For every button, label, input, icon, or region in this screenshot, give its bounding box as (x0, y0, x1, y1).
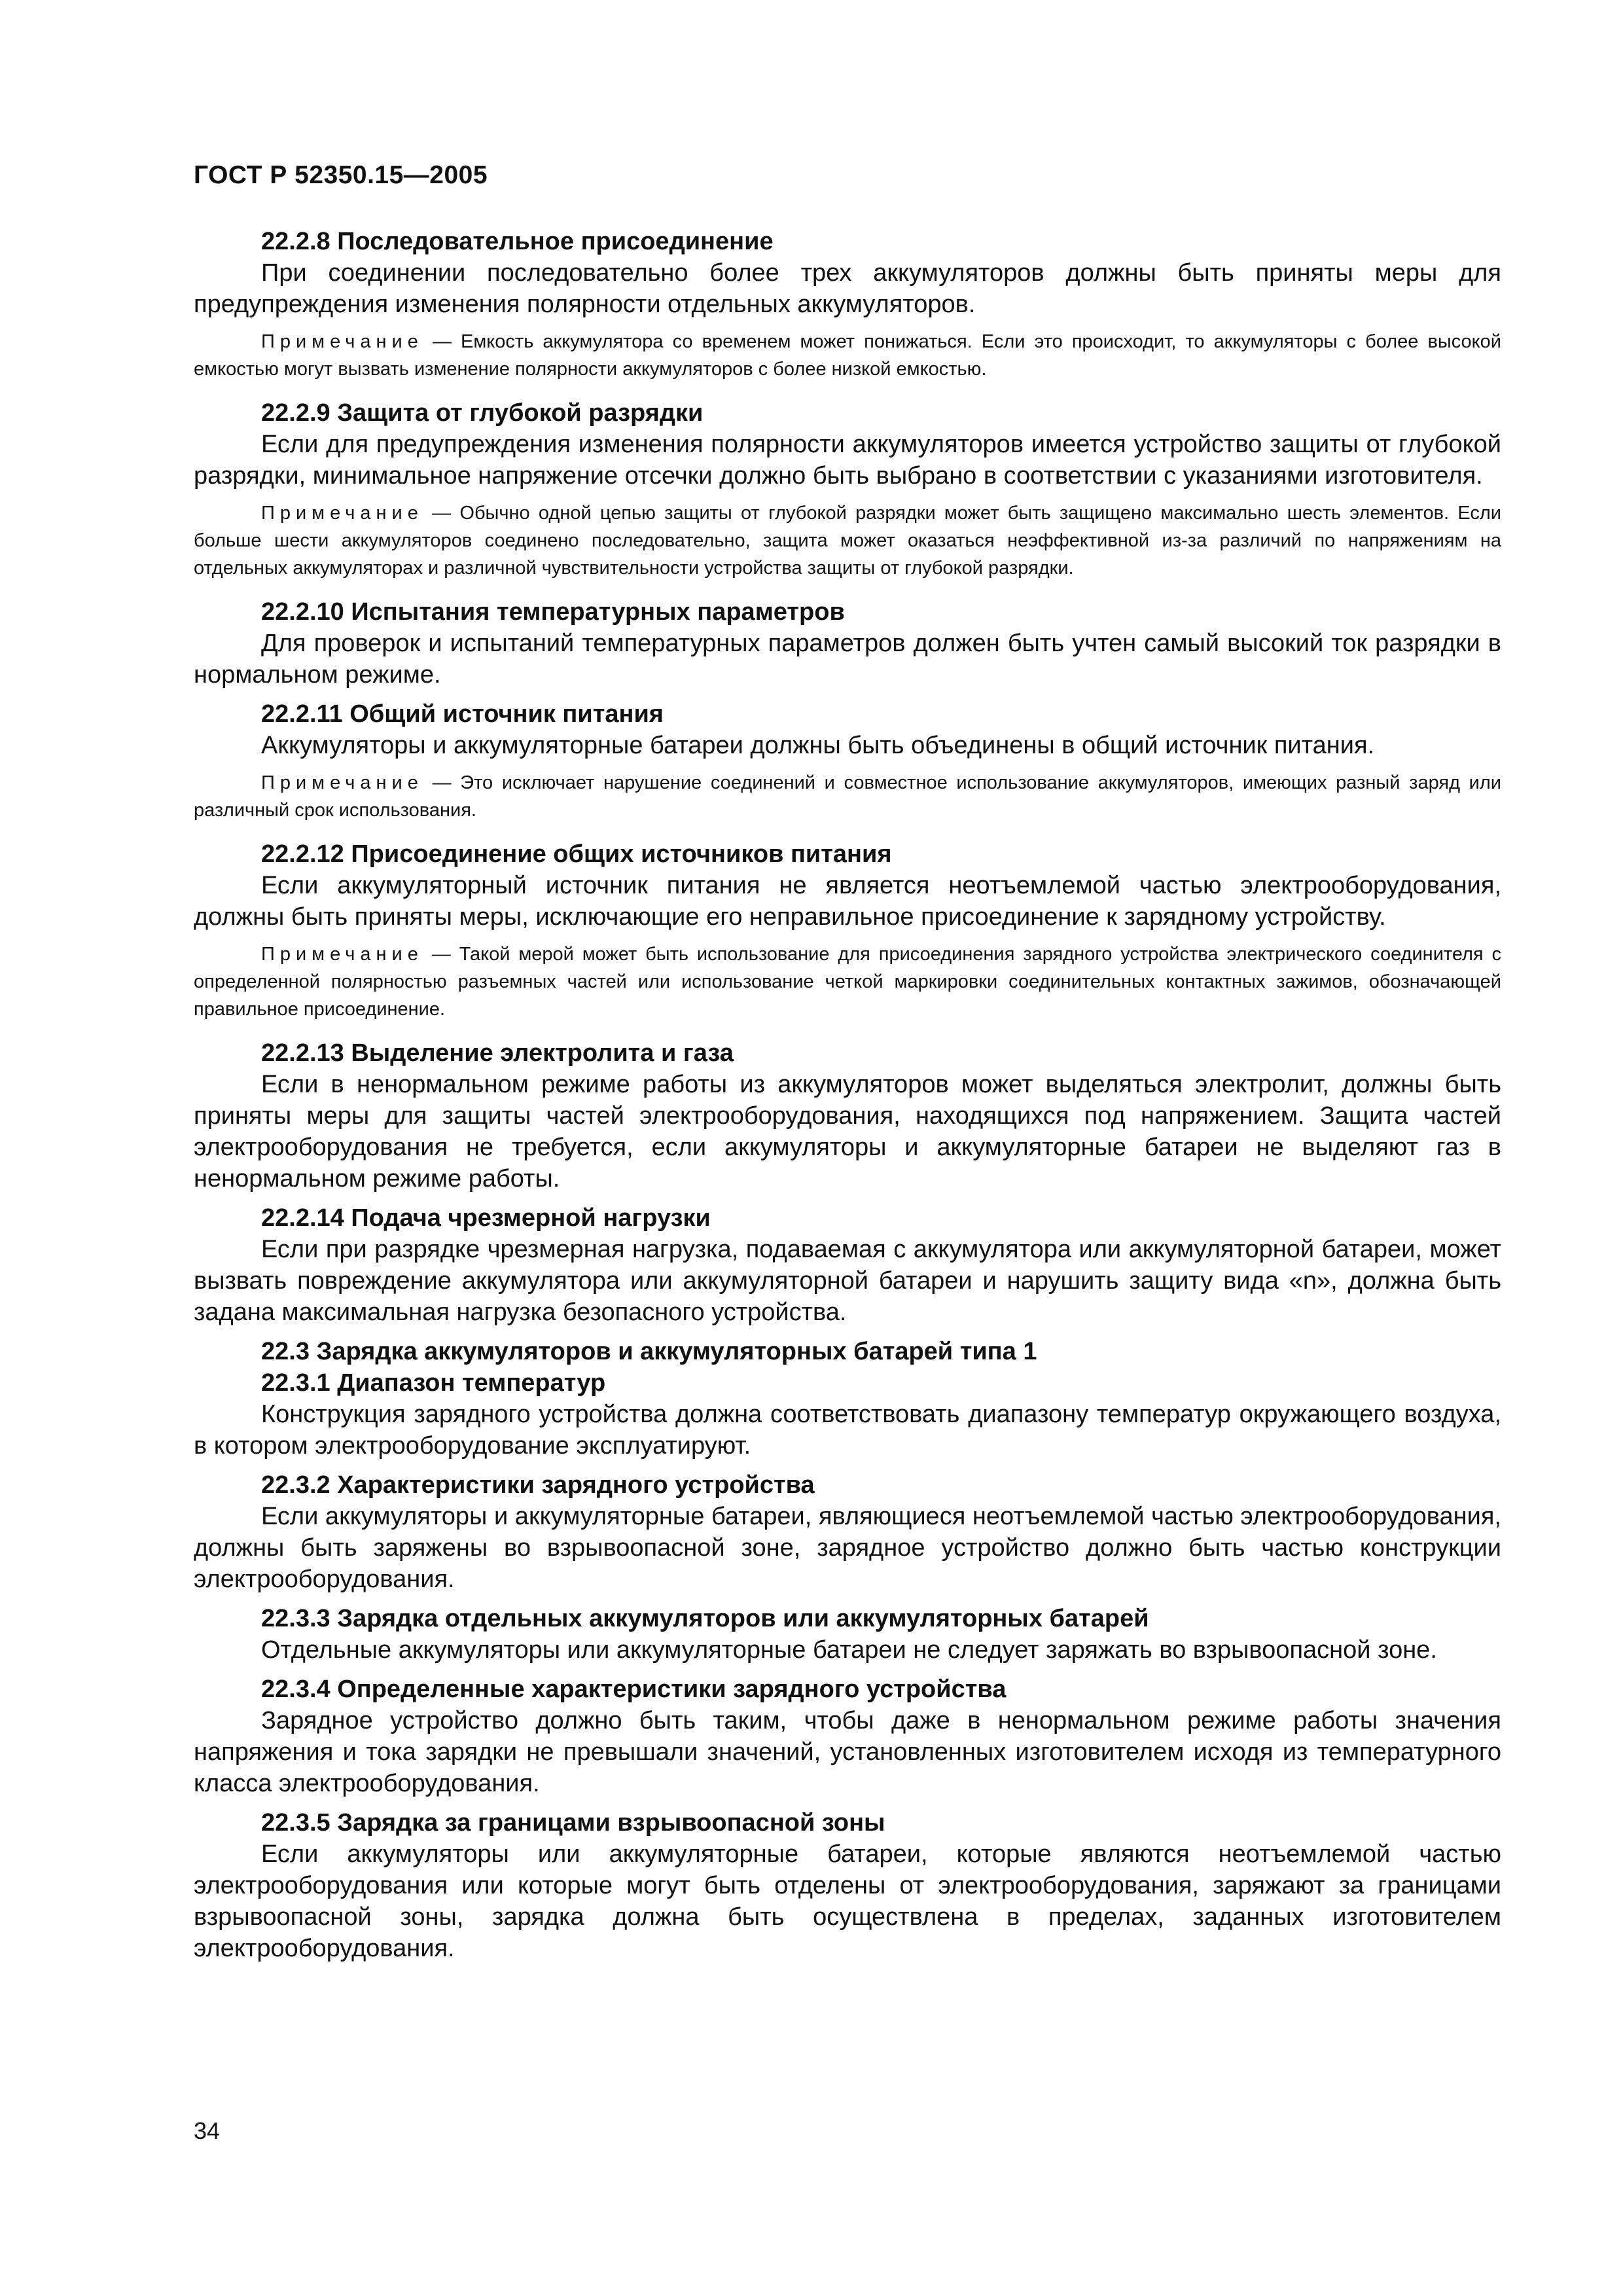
section-paragraph: При соединении последовательно более трех аккумуляторов должны быть приняты меры для предупреждения изменения полярности отдельных аккумуляторов. (194, 259, 1501, 318)
note-label: Примечание (261, 772, 423, 793)
section-heading: 22.2.8 Последовательное присоединение (261, 228, 774, 255)
section-heading: 22.2.11 Общий источник питания (261, 700, 664, 728)
note-text: — Это исключает нарушение соединений и совместное использование аккумуляторов, имеющих разный заряд или различный срок использования. (194, 772, 1502, 821)
section-paragraph: Для проверок и испытаний температурных параметров должен быть учтен самый высокий ток разрядки в нормальном режиме. (194, 630, 1501, 689)
section-paragraph: Если аккумуляторы и аккумуляторные батареи, являющиеся неотъемлемой частью электрооборудования, должны быть заряжены во взрывоопасной зоне, зарядное устройство должно быть частью конструкции электрооборудования. (194, 1503, 1501, 1593)
section-paragraph: Если при разрядке чрезмерная нагрузка, подаваемая с аккумулятора или аккумуляторной батареи, может вызвать повреждение аккумулятора или аккумуляторной батареи и нарушить защиту вида «n», должна быть задана максимальная нагрузка безопасного устройства. (194, 1236, 1501, 1326)
note-paragraph (194, 769, 1501, 824)
section-heading: 22.3.4 Определенные характеристики зарядного устройства (261, 1676, 1007, 1703)
section-heading: 22.3.5 Зарядка за границами взрывоопасной зоны (261, 1809, 885, 1837)
note-paragraph (194, 328, 1501, 383)
section-heading: 22.2.12 Присоединение общих источников питания (261, 840, 892, 868)
section-paragraph: Зарядное устройство должно быть таким, чтобы даже в ненормальном режиме работы значения напряжения и тока зарядки не превышали значений, установленных изготовителем исходя из температурного класса электрооборудования. (194, 1707, 1501, 1797)
section-heading: 22.2.14 Подача чрезмерной нагрузки (261, 1204, 711, 1232)
note-text: — Емкость аккумулятора со временем может понижаться. Если это происходит, то аккумуляторы с более высокой емкостью могут вызвать изменение полярности аккумуляторов с более низкой емкостью. (194, 331, 1501, 380)
section-heading: 22.3.2 Характеристики зарядного устройства (261, 1471, 815, 1499)
section-heading: 22.2.10 Испытания температурных параметров (261, 598, 845, 626)
note-label: Примечание (261, 503, 423, 524)
note-label: Примечание (261, 944, 423, 965)
section-paragraph: Конструкция зарядного устройства должна соответствовать диапазону температур окружающего воздуха, в котором электрооборудование эксплуатируют. (194, 1401, 1501, 1460)
section-paragraph: Если аккумуляторный источник питания не является неотъемлемой частью электрооборудования, должны быть приняты меры, исключающие его неправильное присоединение к зарядному устройству. (194, 872, 1501, 931)
note-paragraph (194, 941, 1501, 1023)
section-heading: 22.3.1 Диапазон температур (261, 1369, 606, 1397)
document-header: ГОСТ Р 52350.15—2005 (194, 161, 488, 189)
section-paragraph: Отдельные аккумуляторы или аккумуляторные батареи не следует заряжать во взрывоопасной зоне. (261, 1636, 1437, 1664)
section-heading: 22.3.3 Зарядка отдельных аккумуляторов или аккумуляторных батарей (261, 1605, 1149, 1632)
note-paragraph (194, 499, 1501, 582)
section-heading: 22.2.13 Выделение электролита и газа (261, 1039, 734, 1067)
section-heading: 22.2.9 Защита от глубокой разрядки (261, 399, 704, 427)
document-body (194, 226, 1501, 1972)
note-text: — Такой мерой может быть использование для присоединения зарядного устройства электрического соединителя с определенной полярностью разъемных частей или использование четкой маркировки соединительных контактных зажимов, обозначающей правильное присоединение. (194, 944, 1502, 1020)
section-paragraph: Если для предупреждения изменения полярности аккумуляторов имеется устройство защиты от глубокой разрядки, минимальное напряжение отсечки должно быть выбрано в соответствии с указаниями изготовителя. (194, 431, 1501, 490)
section-heading: 22.3 Зарядка аккумуляторов и аккумуляторных батарей типа 1 (261, 1338, 1037, 1365)
note-text: — Обычно одной цепью защиты от глубокой разрядки может быть защищено максимально шесть элементов. Если больше шести аккумуляторов соединено последовательно, защита может оказаться неэффективной из-за различий по напряжениям на отдельных аккумуляторах и различной чувствительности устройства защиты от глубокой разрядки. (194, 503, 1501, 579)
page-number: 34 (194, 2117, 221, 2144)
section-paragraph: Если в ненормальном режиме работы из аккумуляторов может выделяться электролит, должны быть приняты меры для защиты частей электрооборудования, находящихся под напряжением. Защита частей электрооборудования не требуется, если аккумуляторы и аккумуляторные батареи не выделяют газ в ненормальном режиме работы. (194, 1071, 1501, 1193)
section-paragraph: Если аккумуляторы или аккумуляторные батареи, которые являются неотъемлемой частью электрооборудования или которые могут быть отделены от электрооборудования, заряжают за границами взрывоопасной зоны, зарядка должна быть осуществлена в пределах, заданных изготовителем электрооборудования. (194, 1840, 1501, 1962)
section-paragraph: Аккумуляторы и аккумуляторные батареи должны быть объединены в общий источник питания. (261, 732, 1375, 759)
note-label: Примечание (261, 331, 423, 352)
